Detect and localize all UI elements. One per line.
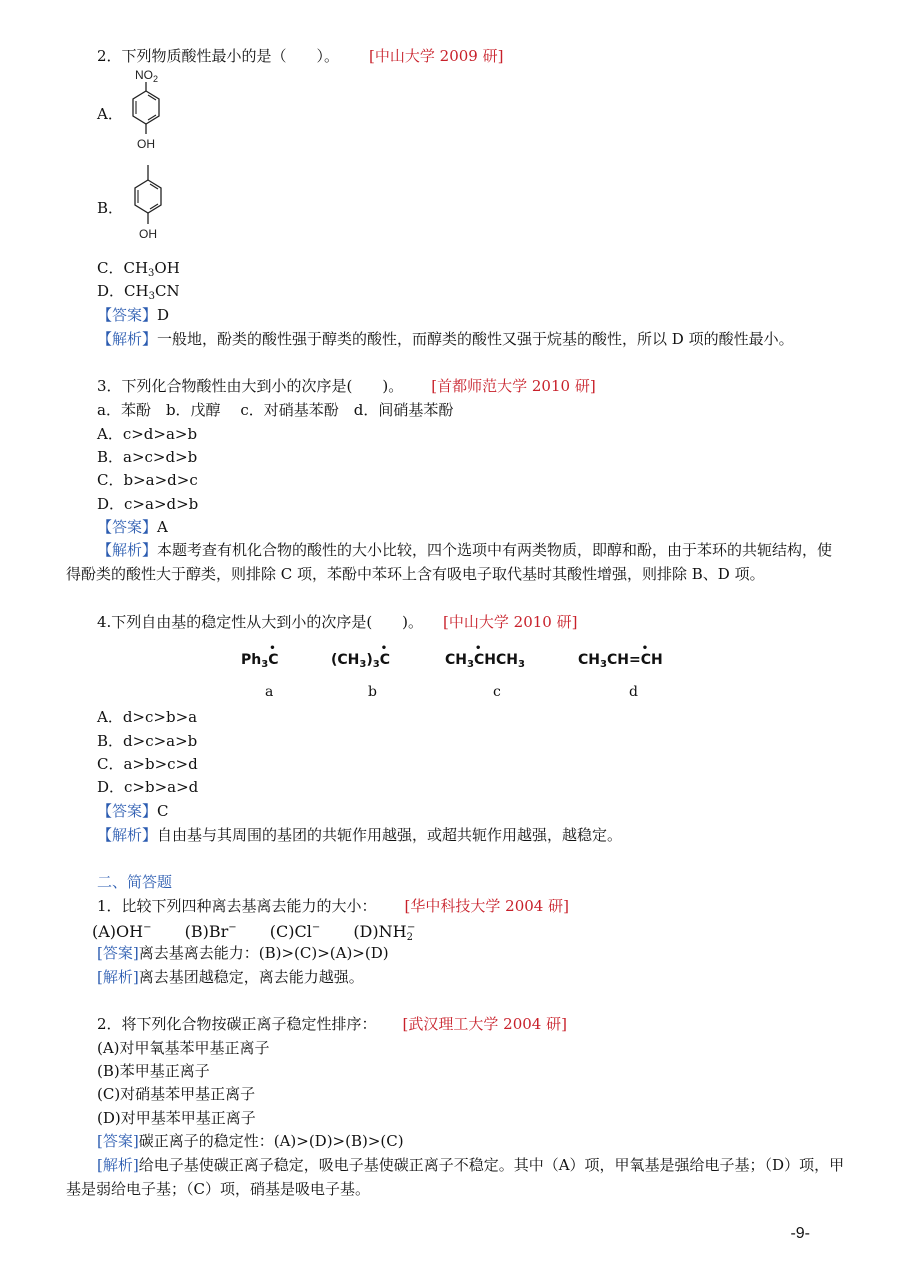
group-d: $(D)NH_2^-$ bbox=[353, 922, 416, 943]
radical-label-a: a bbox=[265, 684, 274, 700]
page-number: -9- bbox=[790, 1225, 810, 1242]
q2-stem-line bbox=[97, 46, 503, 66]
s2-q1-stem-line bbox=[97, 896, 569, 916]
q2-option-d: D．$CH_3CN$ bbox=[97, 282, 180, 302]
q2-option-b-label: B． bbox=[97, 199, 124, 217]
q4-stem: 4.下列自由基的稳定性从大到小的次序是( )。 bbox=[97, 613, 424, 631]
q3-stem-line bbox=[97, 376, 596, 396]
q4-option-a: A．d>c>b>a bbox=[97, 708, 198, 726]
q4-option-c: C．a>b>c>d bbox=[97, 755, 198, 773]
s2-q1-answer: [答案]离去基离去能力：(B)>(C)>(A)>(D) bbox=[97, 944, 389, 962]
q4-stem-line bbox=[97, 612, 577, 632]
radical-b: $(CH_3)_3•$ C bbox=[331, 650, 390, 675]
s2-q2-item-a: (A)对甲氧基苯甲基正离子 bbox=[97, 1039, 270, 1057]
q3-analysis: 【解析】本题考查有机化合物的酸性的大小比较，四个选项中有两类物质，即醇和酚，由于苯环的共轭结构，使得酚类的酸性大于醇类，则排除 C 项，苯酚中苯环上含有吸电子取代基时其酸性增强，则排除 B、D 项。 bbox=[66, 541, 833, 583]
radical-d: $CH_3CH=•$ CH bbox=[578, 650, 663, 675]
s2-q2-stem: 2．将下列化合物按碳正离子稳定性排序： bbox=[97, 1015, 377, 1033]
group-c: (C)Cl− bbox=[269, 922, 321, 941]
q4-answer: 【答案】C bbox=[97, 802, 169, 820]
q3-source: [首都师范大学 2010 研] bbox=[431, 377, 596, 395]
q4-option-d: D．c>b>a>d bbox=[97, 778, 199, 796]
s2-q2-answer: [答案]碳正离子的稳定性：(A)>(D)>(B)>(C) bbox=[97, 1132, 404, 1150]
q2-option-a-label: A． bbox=[97, 105, 123, 123]
q3-option-a: A．c>d>a>b bbox=[97, 425, 198, 443]
radical-label-d: d bbox=[629, 684, 638, 700]
q2-option-b-structure bbox=[118, 160, 178, 250]
s2-q2-stem-line bbox=[97, 1014, 567, 1034]
radical-label-c: c bbox=[493, 684, 501, 700]
q2-source: [中山大学 2009 研] bbox=[369, 47, 504, 65]
s2-q2-source: [武汉理工大学 2004 研] bbox=[402, 1015, 567, 1033]
s2-q1-analysis: [解析]离去基团越稳定，离去能力越强。 bbox=[97, 968, 364, 986]
q2-stem: 2．下列物质酸性最小的是（ ）。 bbox=[97, 47, 340, 65]
q3-answer: 【答案】A bbox=[97, 518, 168, 536]
q3-option-b: B．a>c>d>b bbox=[97, 448, 198, 466]
hydroxyl-label: OH bbox=[137, 137, 155, 151]
s2-q2-analysis: [解析]给电子基使碳正离子稳定，吸电子基使碳正离子不稳定。其中（A）项，甲氧基是强给电子基；（D）项，甲基是弱给电子基；（C）项，硝基是吸电子基。 bbox=[66, 1156, 845, 1198]
hydroxyl-label: OH bbox=[139, 227, 157, 241]
q4-option-b: B．d>c>a>b bbox=[97, 732, 198, 750]
s2-q2-item-d: (D)对甲基苯甲基正离子 bbox=[97, 1109, 256, 1127]
q4-source: [中山大学 2010 研] bbox=[443, 613, 578, 631]
s2-q1-source: [华中科技大学 2004 研] bbox=[404, 897, 569, 915]
s2-q2-item-b: (B)苯甲基正离子 bbox=[97, 1062, 210, 1080]
s2-q1-stem: 1．比较下列四种离去基离去能力的大小： bbox=[97, 897, 377, 915]
nitro-label: $NO_2$ bbox=[135, 68, 159, 84]
section-title: 二、简答题 bbox=[97, 873, 173, 891]
q4-analysis: 【解析】自由基与其周围的基团的共轭作用越强，或超共轭作用越强，越稳定。 bbox=[97, 826, 623, 844]
q2-answer: 【答案】D bbox=[97, 306, 170, 324]
radical-c: $CH_3•$ $CHCH_3$ bbox=[445, 650, 525, 675]
q2-option-c: C．$CH_3OH$ bbox=[97, 259, 180, 279]
q2-option-a-structure bbox=[118, 66, 178, 156]
q3-items: a．苯酚 b．戊醇 c．对硝基苯酚 d．间硝基苯酚 bbox=[97, 401, 454, 419]
radical-label-b: b bbox=[368, 684, 377, 700]
group-a: (A)OH− bbox=[92, 922, 152, 941]
q3-option-d: D．c>a>d>b bbox=[97, 495, 199, 513]
q3-option-c: C．b>a>d>c bbox=[97, 471, 198, 489]
q2-analysis: 【解析】一般地，酚类的酸性强于醇类的酸性，而醇类的酸性又强于烷基的酸性，所以 D 项的酸性最小。 bbox=[97, 330, 794, 348]
group-b: (B)Br− bbox=[184, 922, 237, 941]
q3-stem: 3．下列化合物酸性由大到小的次序是( )。 bbox=[97, 377, 404, 395]
radical-a: $Ph_3•$ C bbox=[241, 650, 278, 675]
s2-q2-item-c: (C)对硝基苯甲基正离子 bbox=[97, 1085, 256, 1103]
